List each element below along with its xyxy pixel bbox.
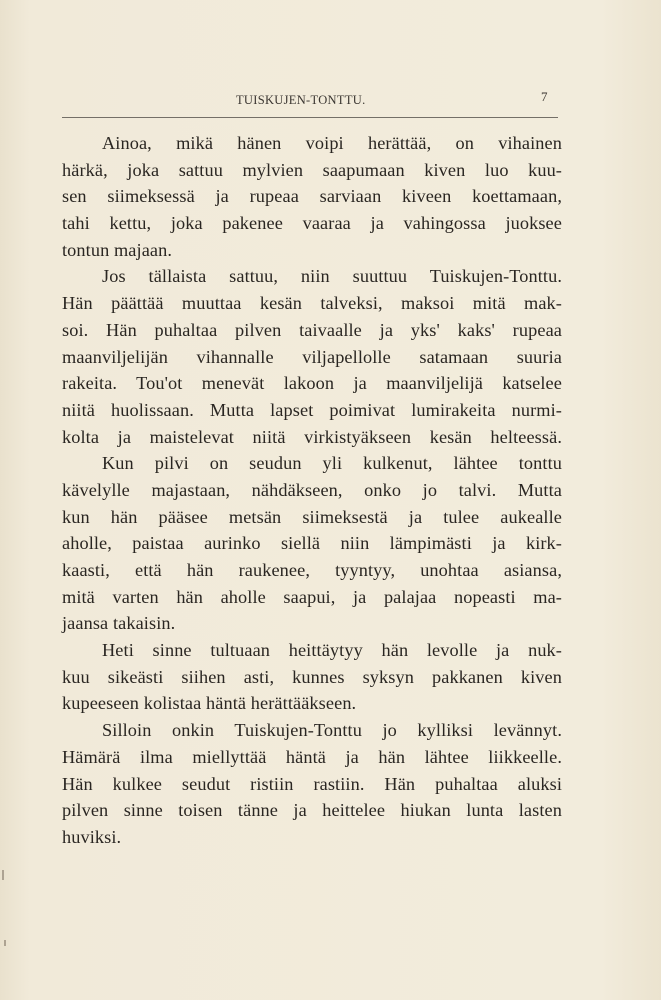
text-line: kupeeseen kolistaa häntä herättääkseen. (62, 693, 357, 714)
text-line: Jos tällaista sattuu, niin suuttuu Tuiskujen-Tonttu. (102, 266, 562, 287)
text-line: niitä huolissaan. Mutta lapset poimivat lumirakeita nurmi- (62, 399, 562, 420)
text-line: tontun majaan. (62, 239, 173, 260)
running-head (0, 89, 661, 109)
margin-speck (4, 940, 6, 946)
text-line: soi. Hän puhaltaa pilven taivaalle ja yks' kaks' rupeaa (62, 319, 562, 340)
text-line: huviksi. (62, 826, 122, 847)
text-line: pilven sinne toisen tänne ja heittelee hiukan lunta lasten (62, 800, 562, 821)
text-line: Silloin onkin Tuiskujen-Tonttu jo kylliksi levännyt. (102, 720, 562, 741)
text-line: kuu sikeästi siihen asti, kunnes syksyn pakkanen kiven (62, 666, 562, 687)
text-line: aholle, paistaa aurinko siellä niin lämpimästi ja kirk- (62, 533, 562, 554)
text-line: Ainoa, mikä hänen voipi herättää, on vihainen (102, 133, 562, 153)
body-text (62, 130, 562, 851)
header-rule (62, 117, 558, 118)
text-line: sen siimeksessä ja rupeaa sarviaan kiveen koettamaan, (62, 186, 562, 207)
text-line: härkä, joka sattuu mylvien saapumaan kiven luo kuu- (62, 159, 562, 180)
text-line: Hämärä ilma miellyttää häntä ja hän lähtee liikkeelle. (62, 746, 562, 767)
running-title: TUISKUJEN-TONTTU. (236, 93, 366, 107)
text-line: tahi kettu, joka pakenee vaaraa ja vahingossa juoksee (62, 213, 562, 234)
text-line: Hän päättää muuttaa kesän talveksi, maksoi mitä mak- (62, 293, 562, 314)
text-line: rakeita. Tou'ot menevät lakoon ja maanviljelijä katselee (62, 373, 562, 394)
text-line: Hän kulkee seudut ristiin rastiin. Hän puhaltaa aluksi (62, 773, 562, 794)
text-line: maanviljelijän vihannalle viljapellolle satamaan suuria (62, 346, 562, 367)
text-line: kaasti, että hän raukenee, tyyntyy, unohtaa asiansa, (62, 560, 562, 580)
page-number: 7 (541, 89, 548, 104)
text-line: jaansa takaisin. (62, 613, 176, 634)
text-line: mitä varten hän aholle saapui, ja palajaa nopeasti ma- (62, 586, 562, 607)
text-line: kun hän pääsee metsän siimeksestä ja tulee aukealle (62, 506, 562, 527)
margin-speck (2, 870, 4, 880)
text-line: kolta ja maistelevat niitä virkistyäkseen kesän helteessä. (62, 426, 562, 447)
text-line: Heti sinne tultuaan heittäytyy hän levolle ja nuk- (102, 640, 562, 661)
text-line: kävelylle majastaan, nähdäkseen, onko jo talvi. Mutta (62, 479, 562, 500)
text-line: Kun pilvi on seudun yli kulkenut, lähtee tonttu (102, 453, 562, 474)
